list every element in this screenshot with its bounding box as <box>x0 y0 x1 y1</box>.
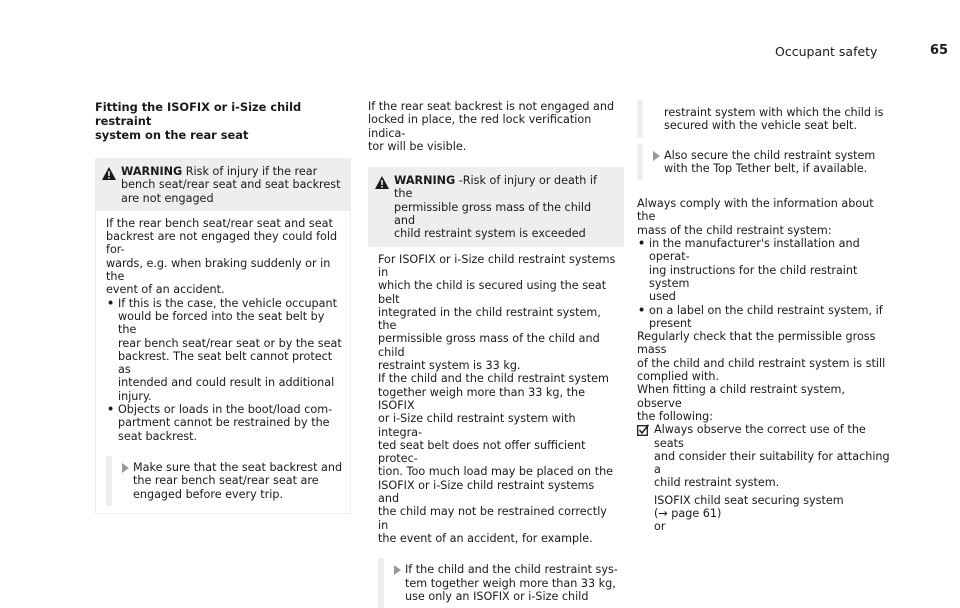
warning-text: child restraint system is exceeded <box>394 227 586 241</box>
text-line: with the Top Tether belt, if available. <box>664 161 868 175</box>
text-line: ing instructions for the child restraint system <box>649 263 858 290</box>
warning-box-mass <box>368 167 624 603</box>
text-line: event of an accident. <box>106 283 225 297</box>
warning-triangle-icon <box>375 176 389 189</box>
action-step <box>378 563 618 603</box>
text-line: tor will be visible. <box>368 139 467 153</box>
text-line: ISOFIX or i-Size child restraint systems and <box>378 478 595 506</box>
text-line: backrest. The seat belt cannot protect as <box>118 349 333 377</box>
checklist-item <box>637 423 893 533</box>
text-line: ISOFIX child seat securing system <box>654 493 844 507</box>
paragraph <box>637 197 893 237</box>
warning-text: are not engaged <box>121 191 214 205</box>
isofix-reference <box>654 494 893 521</box>
text-line: integrated in the child restraint system, the <box>378 305 601 333</box>
text-line: mass of the child restraint system: <box>637 223 832 237</box>
warning-header <box>368 167 624 246</box>
arrow-bullet-icon <box>653 151 660 161</box>
list-item <box>106 297 344 403</box>
warning-triangle-icon <box>102 167 116 180</box>
text-line: used <box>649 290 676 304</box>
text-line: secured with the vehicle seat belt. <box>664 119 858 133</box>
text-line: If the child and the child restraint system <box>378 372 609 386</box>
text-line: Regularly check that the permissible gross mass <box>637 330 876 357</box>
text-line: together weigh more than 33 kg, the ISOFIX <box>378 385 585 412</box>
text-line: Always comply with the information about the <box>637 197 874 224</box>
text-line: ted seat belt does not offer sufficient protec- <box>378 438 586 466</box>
text-line: intended and could result in additional <box>118 376 335 390</box>
action-bar <box>378 558 384 608</box>
warning-header <box>95 158 351 211</box>
text-line: seat backrest. <box>118 429 198 443</box>
action-bar <box>637 144 643 181</box>
heading-line-1: Fitting the ISOFIX or i-Size child restraint <box>95 100 302 128</box>
text-line: For ISOFIX or i-Size child restraint systems in <box>378 252 616 279</box>
text-line: the event of an accident, for example. <box>378 531 593 545</box>
warning-bullet-list <box>106 297 344 443</box>
column-3 <box>637 102 893 534</box>
text-line: locked in place, the red lock verification indica- <box>368 113 592 140</box>
text-line: rear bench seat/rear seat or by the seat <box>118 336 342 350</box>
warning-text: -Risk of injury or death if the <box>394 174 597 201</box>
text-line: in the manufacturer's installation and operat- <box>649 237 860 264</box>
list-item <box>637 304 893 331</box>
action-step-continued <box>637 106 893 133</box>
section-heading <box>95 100 351 142</box>
text-line: If the child and the child restraint sys- <box>405 563 618 577</box>
action-bar <box>106 456 112 506</box>
section-title: Occupant safety <box>775 44 878 59</box>
text-line: child restraint system. <box>654 476 780 490</box>
text-line: would be forced into the seat belt by the <box>118 309 325 337</box>
text-line: backrest are not engaged they could fold for- <box>106 230 338 257</box>
text-line: Make sure that the seat backrest and <box>133 460 343 474</box>
text-line: of the child and child restraint system is still <box>637 356 886 370</box>
warning-paragraph <box>378 253 618 373</box>
text-line: tem together weigh more than 33 kg, <box>405 576 616 590</box>
action-bar <box>637 100 643 138</box>
arrow-bullet-icon <box>394 565 401 575</box>
text-line: complied with. <box>637 370 720 384</box>
text-line: on a label on the child restraint system, if <box>649 303 883 317</box>
text-line: and consider their suitability for attaching a <box>654 449 890 477</box>
action-step <box>106 461 344 501</box>
text-line: injury. <box>118 389 152 403</box>
list-item <box>106 403 344 443</box>
bullet-list <box>637 237 893 330</box>
warning-body <box>95 211 351 514</box>
text-line: or i-Size child restraint system with integra- <box>378 412 576 439</box>
paragraph <box>637 330 893 383</box>
paragraph <box>637 383 893 423</box>
page-number: 65 <box>930 43 949 58</box>
warning-label: WARNING <box>394 174 456 188</box>
warning-body <box>368 247 624 603</box>
arrow-bullet-icon <box>122 463 129 473</box>
text-line: tion. Too much load may be placed on the <box>378 465 614 479</box>
text-line: If the rear seat backrest is not engaged and <box>368 100 615 113</box>
text-line: Always observe the correct use of the seats <box>654 423 866 450</box>
warning-label: WARNING <box>121 165 183 178</box>
text-line: present <box>649 316 692 330</box>
text-line: Also secure the child restraint system <box>664 148 876 162</box>
text-line: which the child is secured using the seat belt <box>378 279 607 306</box>
text-line: engaged before every trip. <box>133 487 284 501</box>
or-text: or <box>654 520 666 534</box>
text-line: the rear bench seat/rear seat are <box>133 474 319 488</box>
warning-text: Risk of injury if the rear <box>182 165 318 178</box>
text-line: Objects or loads in the boot/load com- <box>118 403 333 417</box>
text-line: permissible gross mass of the child and child <box>378 332 600 359</box>
column-1 <box>95 100 351 514</box>
text-line: restraint system is 33 kg. <box>378 359 521 373</box>
action-step <box>637 149 893 176</box>
warning-box-seat <box>95 158 351 514</box>
warning-paragraph <box>106 217 344 297</box>
warning-text: bench seat/rear seat and seat backrest <box>121 178 341 192</box>
text-line: the child may not be restrained correctly in <box>378 505 607 532</box>
text-line: restraint system with which the child is <box>664 106 884 119</box>
text-line: use only an ISOFIX or i-Size child <box>405 589 589 603</box>
column-2 <box>368 100 624 603</box>
intro-paragraph <box>368 100 624 153</box>
text-line: partment cannot be restrained by the <box>118 416 330 430</box>
text-line: wards, e.g. when braking suddenly or in the <box>106 256 331 284</box>
text-line: the following: <box>637 409 713 423</box>
text-line: If the rear bench seat/rear seat and seat <box>106 216 333 230</box>
text-line: If this is the case, the vehicle occupant <box>118 296 337 310</box>
list-item <box>637 237 893 303</box>
checkbox-icon <box>637 424 649 436</box>
text-line: When fitting a child restraint system, observe <box>637 383 845 410</box>
heading-line-2: system on the rear seat <box>95 128 249 142</box>
page-reference-link[interactable]: (→ page 61) <box>654 507 722 521</box>
warning-text: permissible gross mass of the child and <box>394 200 592 228</box>
warning-paragraph <box>378 372 618 545</box>
